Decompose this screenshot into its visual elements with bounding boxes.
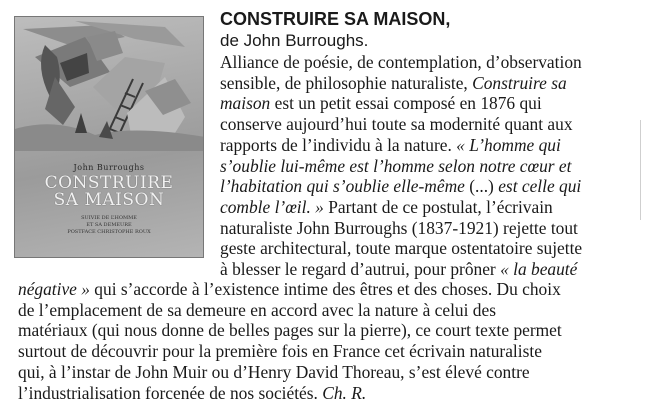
text-run: naturaliste John Burroughs (1837-1921) rejette tout <box>220 217 578 238</box>
italic-run: Construire sa <box>472 72 567 93</box>
text-line <box>220 238 582 259</box>
text-line <box>220 176 582 197</box>
text-line <box>220 114 582 135</box>
italic-run: l’habitation qui s’oublie elle-même <box>220 176 465 197</box>
text-line <box>220 197 582 218</box>
cover-title-line-1: CONSTRUIRE <box>44 173 174 193</box>
cover-subtitle-line-1: SUIVIE DE L’HOMME <box>81 215 137 221</box>
italic-run: maison <box>220 93 271 114</box>
text-run: qui, à l’instar de John Muir ou d’Henry David Thoreau, s’est élevé contre <box>18 361 530 382</box>
article-author: de John Burroughs. <box>220 31 369 50</box>
book-cover-image <box>14 16 204 258</box>
italic-run: comble l’œil. » <box>220 196 324 217</box>
text-line <box>18 383 562 404</box>
article-title: CONSTRUIRE SA MAISON, <box>220 9 451 29</box>
article-body-full-width <box>18 279 562 403</box>
text-line <box>220 135 582 156</box>
column-rule <box>640 120 641 220</box>
article-body-column <box>220 52 582 280</box>
text-line <box>18 341 562 362</box>
text-run: à blesser le regard d’autrui, pour prôner <box>220 259 501 280</box>
text-run: sensible, de philosophie naturaliste, <box>220 72 473 93</box>
text-line <box>220 73 582 94</box>
cover-author: John Burroughs <box>73 163 145 172</box>
cover-subtitle <box>45 215 173 236</box>
cover-title-line-2: SA MAISON <box>53 190 165 210</box>
text-run: surtout de découvrir pour la première fois en France cet écrivain naturaliste <box>18 341 542 362</box>
text-run: de l’emplacement de sa demeure en accord avec la nature à celui des <box>18 299 496 320</box>
text-run: geste architectural, toute marque ostentatoire sujette <box>220 238 583 259</box>
text-run: Alliance de poésie, de contemplation, d’observation <box>220 52 582 72</box>
cover-subtitle-line-2: ET SA DEMEURE <box>86 222 132 228</box>
text-line <box>18 279 562 300</box>
text-run: qui s’accorde à l’existence intime des êtres et des choses. Du choix <box>89 279 561 299</box>
text-run: matériaux (qui nous donne de belles pages sur la pierre), ce court texte permet <box>18 320 562 341</box>
text-line <box>220 156 582 177</box>
text-run: Partant de ce postulat, l’écrivain <box>323 196 553 217</box>
italic-run: Ch. R. <box>322 382 367 403</box>
text-run: est un petit essai composé en 1876 qui <box>270 93 542 114</box>
text-run: l’industrialisation forcenée de nos sociétés. <box>18 382 323 403</box>
text-line <box>18 320 562 341</box>
text-line <box>220 259 582 280</box>
italic-run: « L’homme qui <box>456 134 561 155</box>
text-run: rapports de l’individu à la nature. <box>220 134 457 155</box>
cover-subtitle-line-3: POSTFACE CHRISTOPHE ROUX <box>67 229 151 235</box>
text-line <box>18 362 562 383</box>
text-line <box>220 93 582 114</box>
cover-title <box>19 175 199 209</box>
italic-run: s’oublie lui-même est l’homme selon notre cœur et <box>220 155 572 176</box>
italic-run: négative » <box>18 279 90 299</box>
text-line <box>18 300 562 321</box>
text-run: conserve aujourd’hui toute sa modernité quant aux <box>220 114 573 135</box>
text-line <box>220 218 582 239</box>
italic-run: est celle qui <box>498 176 582 197</box>
italic-run: « la beauté <box>500 259 578 280</box>
text-run: (...) <box>464 176 499 197</box>
text-line <box>220 52 582 73</box>
